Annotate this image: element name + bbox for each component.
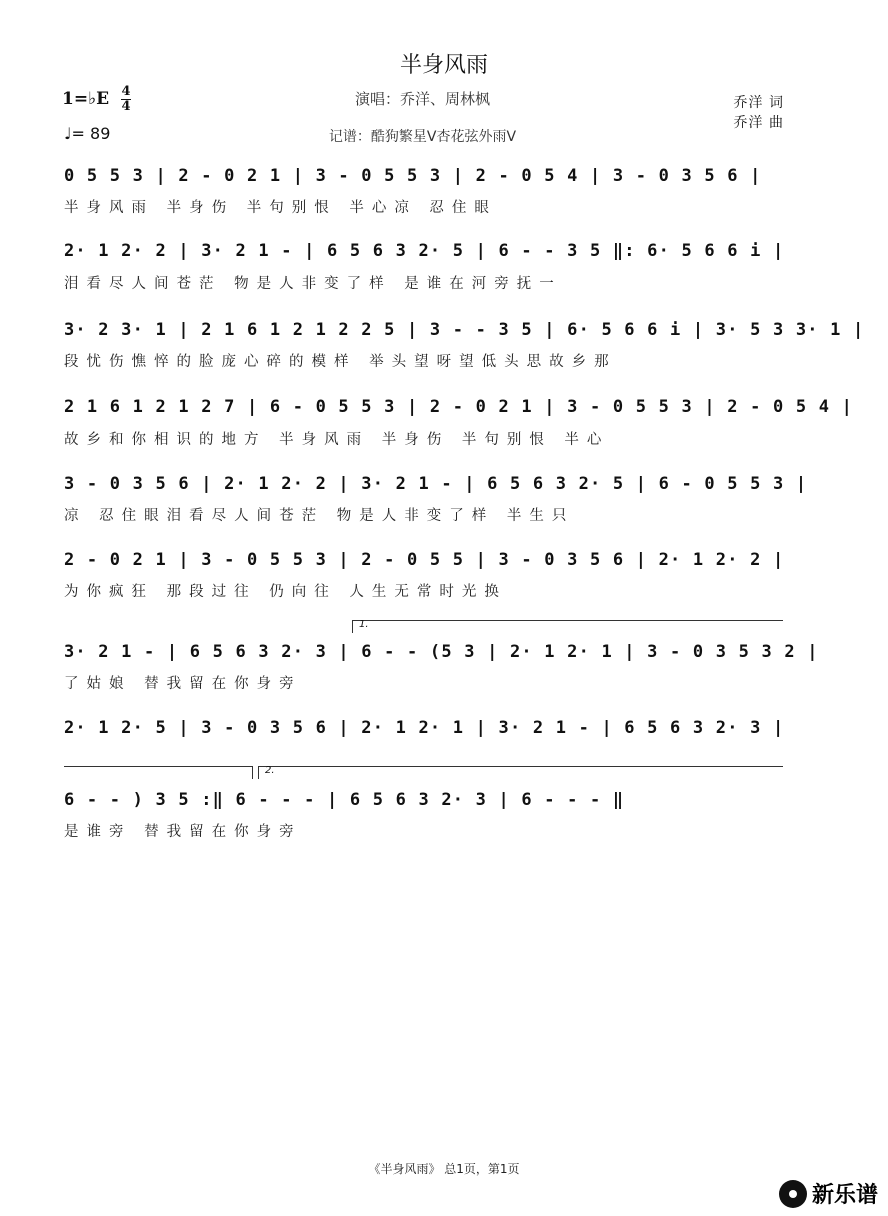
second-ending-bracket: [258, 766, 783, 779]
score-row-5-lyrics: 凉 忍住眼泪看尽人间苍茫 物是人非变了样 半生只: [64, 508, 575, 524]
time-bottom: 4: [121, 99, 131, 114]
score-row-6-lyrics: 为你疯狂 那段过往 仍向往 人生无常时光换: [64, 584, 507, 600]
score-row-4-lyrics: 故乡和你相识的地方 半身风雨 半身伤 半句别恨 半心: [64, 432, 610, 448]
score-row-1-notes: 0 5 5 3 | 2 - 0 2 1 | 3 - 0 5 5 3 | 2 - 0 5 4 | 3 - 0 3 5 6 |: [64, 166, 762, 186]
recorder-credit: 记谱：酷狗繁星V杏花弦外雨V: [328, 129, 517, 145]
score-row-5-notes: 3 - 0 3 5 6 | 2· 1 2· 2 | 3· 2 1 - | 6 5 6 3 2· 5 | 6 - 0 5 5 3 |: [64, 474, 808, 494]
score-row-3-notes: 3· 2 3· 1 | 2 1 6 1 2 1 2 2 5 | 3 - - 3 5 | 6· 5 6 6 i | 3· 5 3 3· 1 |: [64, 320, 865, 340]
first-ending-label: 1.: [359, 619, 369, 630]
score-row-6-notes: 2 - 0 2 1 | 3 - 0 5 5 3 | 2 - 0 5 5 | 3 - 0 3 5 6 | 2· 1 2· 2 |: [64, 550, 785, 570]
music-disc-icon: [779, 1180, 807, 1208]
page-footer: 《半身风雨》 总1页，第1页: [368, 1162, 520, 1176]
logo-text: 新乐谱: [811, 1183, 878, 1208]
page-title: 半身风雨: [399, 53, 488, 78]
site-logo: [779, 1178, 878, 1209]
score-row-4-notes: 2 1 6 1 2 1 2 7 | 6 - 0 5 5 3 | 2 - 0 2 1 | 3 - 0 5 5 3 | 2 - 0 5 4 |: [64, 397, 854, 417]
first-ending-continuation: [64, 766, 253, 779]
composer-credit: 乔洋 曲: [733, 115, 784, 131]
score-row-8-notes: 2· 1 2· 5 | 3 - 0 3 5 6 | 2· 1 2· 1 | 3· 2 1 - | 6 5 6 3 2· 3 |: [64, 718, 785, 738]
tempo-mark: ♩= 89: [64, 124, 111, 143]
singer-credit: 演唱：乔洋、周林枫: [354, 90, 490, 108]
first-ending-bracket: [352, 620, 783, 633]
key-label: 1=♭E: [62, 89, 110, 109]
score-row-7-notes: 3· 2 1 - | 6 5 6 3 2· 3 | 6 - - (5 3 | 2· 1 2· 1 | 3 - 0 3 5 3 2 |: [64, 642, 819, 662]
score-row-7-lyrics: 了姑娘 替我留在你身旁: [64, 676, 302, 692]
score-row-9-lyrics: 是谁旁 替我留在你身旁: [64, 824, 302, 840]
time-top: 4: [121, 84, 131, 99]
lyricist-credit: 乔洋 词: [733, 95, 784, 111]
score-row-2-lyrics: 泪看尽人间苍茫 物是人非变了样 是谁在河旁抚一: [64, 276, 562, 292]
score-row-3-lyrics: 段忧伤憔悴的脸庞心碎的模样 举头望呀望低头思故乡那: [64, 354, 617, 370]
score-row-2-notes: 2· 1 2· 2 | 3· 2 1 - | 6 5 6 3 2· 5 | 6 - - 3 5 ‖: 6· 5 6 6 i |: [64, 241, 785, 261]
score-row-1-lyrics: 半身风雨 半身伤 半句别恨 半心凉 忍住眼: [64, 200, 497, 216]
score-row-9-notes: 6 - - ) 3 5 :‖ 6 - - - | 6 5 6 3 2· 3 | 6 - - - ‖: [64, 790, 625, 810]
second-ending-label: 2.: [265, 765, 275, 776]
